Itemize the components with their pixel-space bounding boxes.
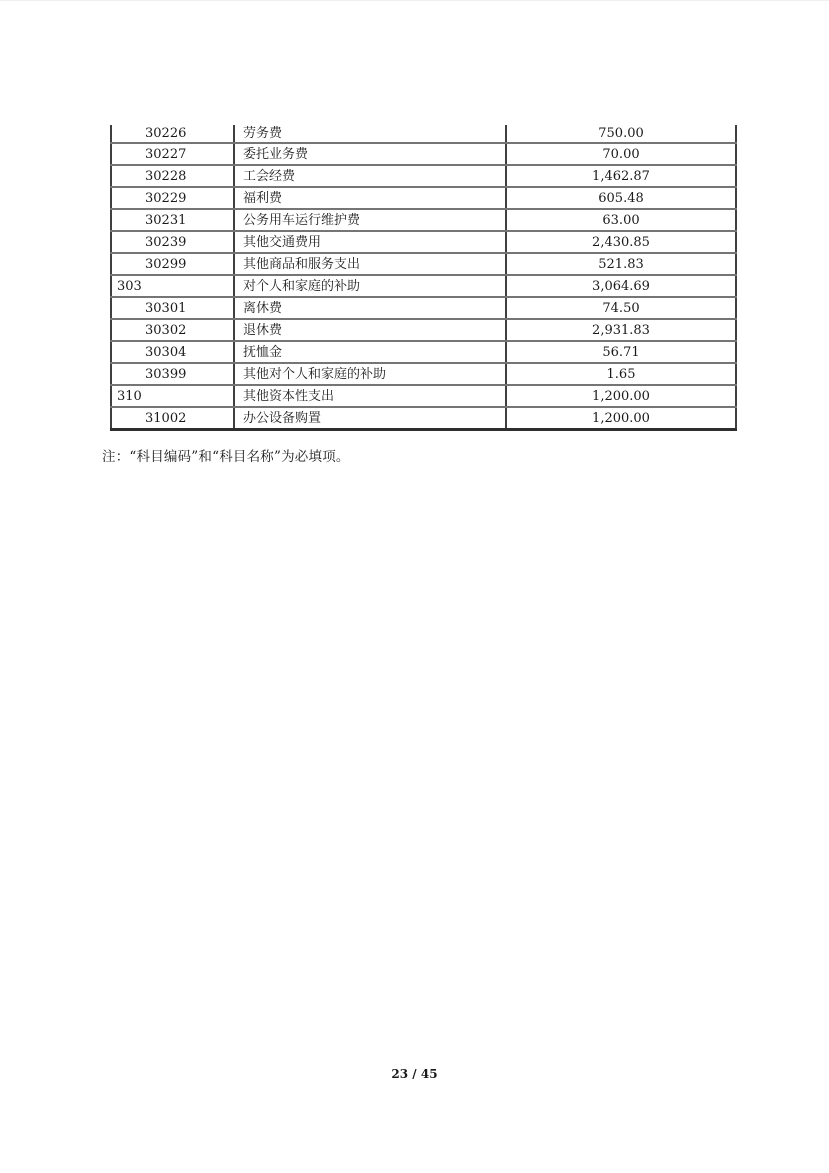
code-cell: 30399 <box>111 363 234 385</box>
required-fields-note: 注：“科目编码”和“科目名称”为必填项。 <box>102 449 350 465</box>
value-cell: 70.00 <box>506 143 736 165</box>
table-row <box>111 253 736 275</box>
name-cell: 办公设备购置 <box>234 407 506 430</box>
name-cell: 福利费 <box>234 187 506 209</box>
value-cell: 63.00 <box>506 209 736 231</box>
name-cell: 对个人和家庭的补助 <box>234 275 506 297</box>
table-row <box>111 143 736 165</box>
name-cell: 其他资本性支出 <box>234 385 506 407</box>
page-number: 23 / 45 <box>391 1067 438 1081</box>
value-cell: 605.48 <box>506 187 736 209</box>
code-cell: 30228 <box>111 165 234 187</box>
value-cell: 750.00 <box>506 125 736 143</box>
table-row <box>111 319 736 341</box>
table-row <box>111 407 736 430</box>
budget-table <box>110 125 737 431</box>
table-row <box>111 297 736 319</box>
value-cell: 1.65 <box>506 363 736 385</box>
code-cell: 30231 <box>111 209 234 231</box>
name-cell: 公务用车运行维护费 <box>234 209 506 231</box>
code-cell: 30229 <box>111 187 234 209</box>
code-cell: 303 <box>111 275 234 297</box>
code-cell: 30226 <box>111 125 234 143</box>
table-row <box>111 231 736 253</box>
name-cell: 委托业务费 <box>234 143 506 165</box>
table-row <box>111 187 736 209</box>
value-cell: 2,430.85 <box>506 231 736 253</box>
name-cell: 其他对个人和家庭的补助 <box>234 363 506 385</box>
table-row <box>111 165 736 187</box>
name-cell: 其他商品和服务支出 <box>234 253 506 275</box>
value-cell: 521.83 <box>506 253 736 275</box>
table-row <box>111 275 736 297</box>
table-row <box>111 341 736 363</box>
value-cell: 56.71 <box>506 341 736 363</box>
code-cell: 30227 <box>111 143 234 165</box>
name-cell: 退休费 <box>234 319 506 341</box>
code-cell: 30301 <box>111 297 234 319</box>
code-cell: 31002 <box>111 407 234 430</box>
code-cell: 30302 <box>111 319 234 341</box>
table-row <box>111 209 736 231</box>
value-cell: 2,931.83 <box>506 319 736 341</box>
table-row <box>111 363 736 385</box>
code-cell: 30239 <box>111 231 234 253</box>
code-cell: 30299 <box>111 253 234 275</box>
value-cell: 74.50 <box>506 297 736 319</box>
value-cell: 1,200.00 <box>506 407 736 430</box>
code-cell: 30304 <box>111 341 234 363</box>
table-row <box>111 385 736 407</box>
value-cell: 3,064.69 <box>506 275 736 297</box>
code-cell: 310 <box>111 385 234 407</box>
table-row <box>111 125 736 143</box>
name-cell: 劳务费 <box>234 125 506 143</box>
name-cell: 其他交通费用 <box>234 231 506 253</box>
name-cell: 工会经费 <box>234 165 506 187</box>
name-cell: 离休费 <box>234 297 506 319</box>
name-cell: 抚恤金 <box>234 341 506 363</box>
value-cell: 1,462.87 <box>506 165 736 187</box>
value-cell: 1,200.00 <box>506 385 736 407</box>
